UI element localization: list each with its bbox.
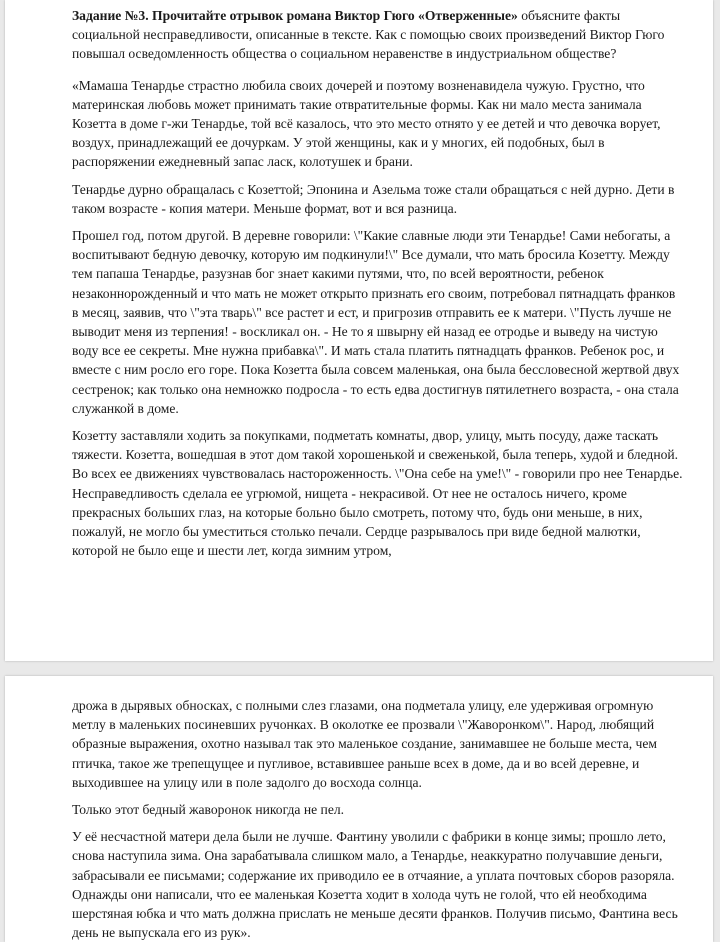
task-body: объясните факты социальной несправедливости, описанные в тексте. Как с помощью своих произведений Виктор Гюго повышал осведомленность общества о социальном неравенстве в индустриальном обществе?: [72, 8, 665, 62]
text-paragraph: Козетту заставляли ходить за покупками, подметать комнаты, двор, улицу, мыть посуду, даже таскать тяжести. Козетта, вошедшая в этот дом такой хорошенькой и свеженькой, была теперь, худой и бледной. Во всех ее движениях чувствовалась настороженность. \"Она себе на уме!\" - говорили про нее Тенардье. Несправедливость сделала ее угрюмой, нищета - некрасивой. От нее не осталось ничего, кроме прекрасных больших глаз, на которые больно было смотреть, потому что, будь они меньше, в них, пожалуй, не могло бы уместиться столько печали. Сердце разрывалось при виде бедной малютки, которой не было еще и шести лет, когда зимним утром,: [72, 428, 683, 559]
text-paragraph: «Мамаша Тенардье страстно любила своих дочерей и поэтому возненавидела чужую. Грустно, что материнская любовь может принимать такие отвратительные формы. Как ни мало места занимала Козетта в доме г-жи Тенардье, той всё казалось, что это место отнято у ее детей и что девочка ворует, воздух, принадлежащий ее дочуркам. У этой женщины, как и у многих, ей подобных, был в распоряжении ежедневный запас ласк, колотушек и брани.: [72, 77, 661, 170]
document-page-2: [5, 676, 713, 942]
text-paragraph: Только этот бедный жаворонок никогда не пел.: [72, 802, 345, 818]
document-page-1: [5, 0, 713, 661]
text-paragraph: У её несчастной матери дела были не лучше. Фантину уволили с фабрики в конце зимы; прошло лето, снова наступила зима. Она зарабатывала слишком мало, а Тенардье, неаккуратно получавшие деньги, забрасывали ее письмами; содержание их приводило ее в отчаяние, а уплата почтовых сборов разоряла. Однажды они написали, что ее маленькая Козетта ходит в холода чуть не голой, что ей необходима шерстяная юбка и что мать должна прислать не меньше десяти франков. Получив письмо, Фантина весь день не выпускала его из рук».: [72, 829, 678, 941]
text-paragraph: Прошел год, потом другой. В деревне говорили: \"Какие славные люди эти Тенардье! Сами небогаты, а воспитывают бедную девочку, которую им подкинули!\" Все думали, что мать бросила Козетту. Между тем папаша Тенардье, разузнав бог знает какими путями, что, по всей вероятности, ребенок незаконнорожденный и что мать не может открыто признать его своим, потребовал пятнадцать франков в месяц, заявив, что \"эта тварь\" все растет и ест, и пригрозив отправить ее к матери. \"Пусть лучше не выводит меня из терпения! - воскликал он. - Не то я швырну ей назад ее отродье и выведу на чистую воду все ее секреты. Мне нужна прибавка\". И мать стала платить пятнадцать франков. Ребенок рос, и вместе с ним росло его горе. Пока Козетта была совсем маленькая, она была бессловесной жертвой двух сестренок; как только она немножко подросла - то есть едва достигнув пятилетнего возраста, - она стала служанкой в доме.: [72, 228, 680, 416]
task-paragraph: [72, 6, 683, 64]
text-paragraph: Тенардье дурно обращалась с Козеттой; Эпонина и Азельма тоже стали обращаться с ней дурно. Дети в таком возрасте - копия матери. Меньше формат, вот и вся разница.: [72, 181, 675, 216]
text-paragraph: дрожа в дырявых обносках, с полными слез глазами, она подметала улицу, еле удерживая огромную метлу в маленьких посиневших ручонках. В околотке ее прозвали \"Жаворонком\". Народ, любящий образные выражения, охотно называл так это маленькое создание, занимавшее не больше места, чем птичка, такое же трепещущее и пугливое, вставившее раньше всех в доме, да и во всей деревне, и выходившее на улицу или в поле задолго до восхода солнца.: [72, 698, 658, 790]
task-title: Задание №3. Прочитайте отрывок романа Виктор Гюго «Отверженные»: [72, 8, 518, 23]
